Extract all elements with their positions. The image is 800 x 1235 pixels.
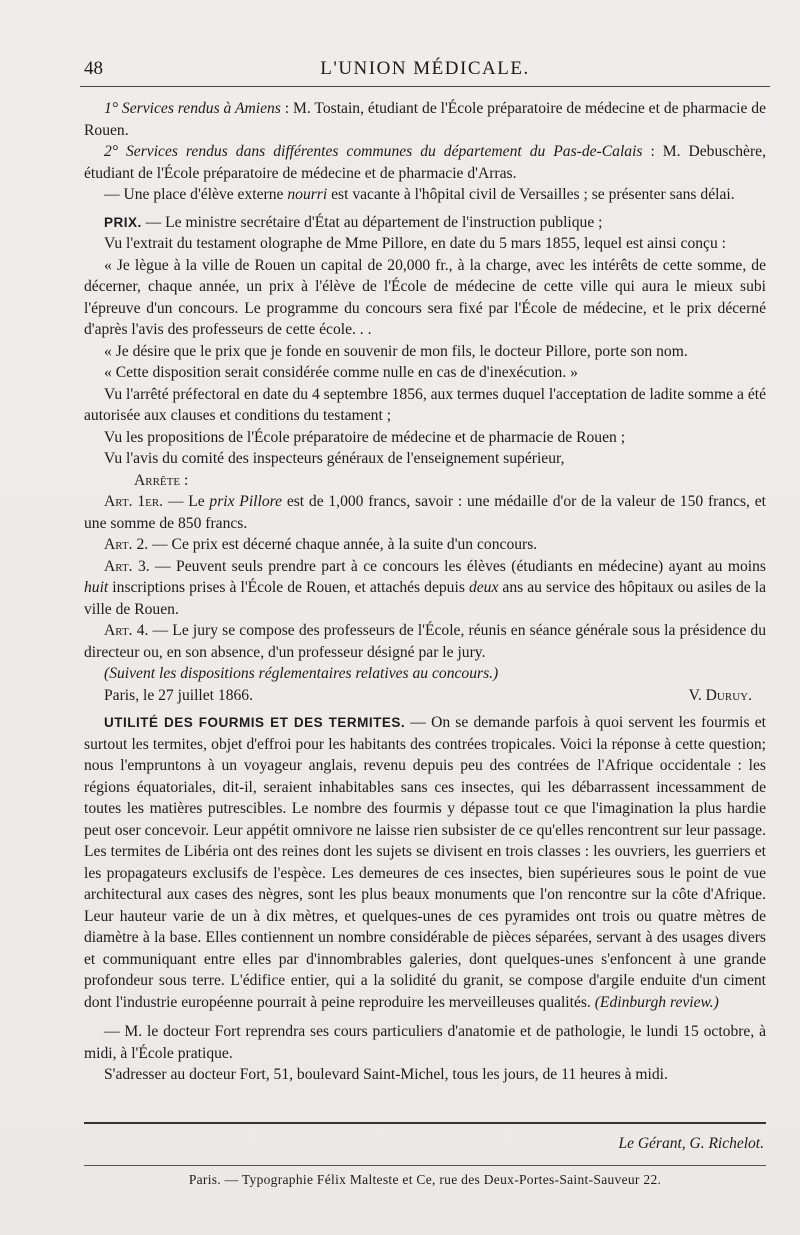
fort-address: S'adresser au docteur Fort, 51, boulevard Saint-Michel, tous les jours, de 11 heures à midi. (104, 1066, 668, 1083)
art3-italic-2: deux (468, 579, 499, 596)
article-body (84, 98, 766, 1086)
prix-article-3 (84, 556, 766, 621)
art3-text-b: inscriptions prises à l'École de Rouen, et attachés depuis (108, 579, 469, 596)
page-header (80, 58, 770, 84)
gerant-text: Le Gérant, G. Richelot. (618, 1135, 764, 1152)
service-item-2 (84, 141, 766, 184)
prix-article-1 (84, 491, 766, 534)
service-item-1-text: : M. Tostain, étudiant de l'École préparatoire de médecine et de pharmacie de Rouen. (84, 100, 766, 139)
art3-italic-1: huit (84, 579, 109, 596)
art2-text: — Ce prix est décerné chaque année, à la suite d'un concours. (148, 536, 538, 553)
prix-quote-2: « Je désire que le prix que je fonde en souvenir de mon fils, le docteur Pillore, porte son nom. (104, 342, 688, 360)
service-item-1 (84, 98, 766, 141)
art1-text-b: est de 1,000 francs, savoir : une médaille d'or de la valeur de 150 francs, et une somme de 850 francs. (84, 493, 766, 532)
journal-title: L'UNION MÉDICALE. (320, 58, 530, 79)
printer-imprint: Paris. — Typographie Félix Malteste et Ce, rue des Deux-Portes-Saint-Sauveur 22. (188, 1172, 662, 1187)
art1-label: Art. 1er. (104, 493, 164, 510)
gerant-signature (618, 1135, 764, 1153)
prix-heading: PRIX. (104, 214, 142, 230)
prix-quote-1: « Je lègue à la ville de Rouen un capital de 20,000 fr., à la charge, avec les intérêts de cette somme, de décerner, chaque année, un prix à l'élève de l'École de médecine de cette ville qui aura le mieux subi l'épreuve d'un concours. Le programme du concours sera fixé par l'École de médecine, et le prix décerné d'après l'avis des professeurs de cette école. . . (84, 256, 766, 338)
art1-italic: prix Pillore (209, 493, 283, 510)
service-item-2-text: : M. Debuschère, étudiant de l'École préparatoire de médecine et de pharmacie d'Arras. (84, 143, 766, 182)
versailles-italic: nourri (287, 186, 328, 203)
art3-text-c: ans au service des hôpitaux ou asiles de la ville de Rouen. (84, 579, 766, 618)
prix-suivent (84, 663, 766, 685)
prix-suivent-text: (Suivent les dispositions réglementaires relatives au concours.) (104, 665, 499, 682)
service-item-1-title: 1° Services rendus à Amiens (104, 100, 281, 117)
prix-vu-arrete: Vu l'arrêté préfectoral en date du 4 septembre 1856, aux termes duquel l'acceptation de ladite somme a été autorisée aux clauses et conditions du testament ; (84, 385, 766, 424)
prix-vu-propositions: Vu les propositions de l'École préparatoire de médecine et de pharmacie de Rouen ; (104, 428, 626, 446)
art3-text-a: — Peuvent seuls prendre part à ce concours les élèves (étudiants en médecine) ayant au moins (149, 557, 766, 575)
fourmis-heading: UTILITÉ DES FOURMIS ET DES TERMITES. (104, 715, 406, 730)
prix-article-4 (84, 620, 766, 663)
prix-arrete: Arrête : (134, 471, 189, 489)
prix-intro (84, 212, 766, 234)
prix-intro-text: — Le ministre secrétaire d'État au département de l'instruction publique ; (141, 213, 603, 231)
fourmis-text: — On se demande parfois à quoi servent les fourmis et surtout les termites, objet d'effroi pour les habitants des contrées tropicales. Voici la réponse à cette question; nous l'empruntons à un voyageur anglais, revenu depuis peu des contrées de l'Afrique occidentale : les régions équatoriales, dit-il, seraient inhabitables sans ces insectes, qui les débarrassent incessamment de toutes les matières putrescibles. Le nombre des fourmis y dépasse tout ce que l'imagination la plus hardie peut oser concevoir. Leur appétit omnivore ne laisse rien subsister de ce qu'elles rencontrent sur leur passage. Les termites de Libéria ont des reines dont les sujets se divisent en trois classes : les ouvriers, les guerriers et les propagateurs exclusifs de l'espèce. Les demeures de ces insectes, bien supérieures sous le point de vue architectural aux cases des nègres, sont les plus beaux monuments que l'on rencontre sur la côte d'Afrique. Leur hauteur varie de un à dix mètres, et quelques-unes de ces pyramides ont trois ou quatre mètres de diamètre à la base. Elles contiennent un nombre considérable de pièces séparées, servant à des usages divers et communiquant entre elles par d'innombrables galeries, dont quelques-unes s'enfoncent à une grande profondeur sous terre. L'édifice entier, qui a la solidité du granit, se compose d'argile enduite d'un ciment dont l'industrie européenne pourrait à peine reproduire les merveilleuses qualités. (84, 714, 767, 1011)
versailles-text-a: — Une place d'élève externe (104, 186, 288, 203)
art4-text: — Le jury se compose des professeurs de l'École, réunis en séance générale sous la présidence du directeur ou, en son absence, d'un professeur désigné par le jury. (84, 622, 766, 661)
prix-quote-3: « Cette disposition serait considérée comme nulle en cas de d'inexécution. » (104, 364, 578, 381)
fourmis-article (84, 712, 766, 1013)
service-item-2-title: 2° Services rendus dans différentes communes du département du Pas-de-Calais (104, 143, 643, 160)
fourmis-source: (Edinburgh review.) (594, 993, 719, 1011)
art2-label: Art. 2. (104, 536, 149, 553)
art4-label: Art. 4. (104, 622, 149, 639)
prix-signature: V. Duruy. (688, 686, 752, 704)
fort-notice: — M. le docteur Fort reprendra ses cours particuliers d'anatomie et de pathologie, le lundi 15 octobre, à midi, à l'École pratique. (84, 1023, 766, 1062)
versailles-text-b: est vacante à l'hôpital civil de Versailles ; se présenter sans délai. (327, 186, 735, 203)
page-number: 48 (84, 58, 103, 79)
prix-vu-testament: Vu l'extrait du testament olographe de Mme Pillore, en date du 5 mars 1855, lequel est ainsi conçu : (104, 235, 726, 252)
art3-label: Art. 3. (104, 557, 150, 575)
prix-signature-line (84, 685, 766, 707)
prix-article-2 (84, 534, 766, 556)
footer-rule-top (84, 1122, 766, 1124)
header-rule (80, 86, 770, 87)
prix-place-date: Paris, le 27 juillet 1866. (104, 686, 253, 704)
versailles-notice (84, 184, 766, 206)
footer-rule-bottom (84, 1165, 766, 1166)
art1-text-a: — Le (163, 493, 210, 510)
prix-vu-avis: Vu l'avis du comité des inspecteurs généraux de l'enseignement supérieur, (104, 450, 565, 467)
